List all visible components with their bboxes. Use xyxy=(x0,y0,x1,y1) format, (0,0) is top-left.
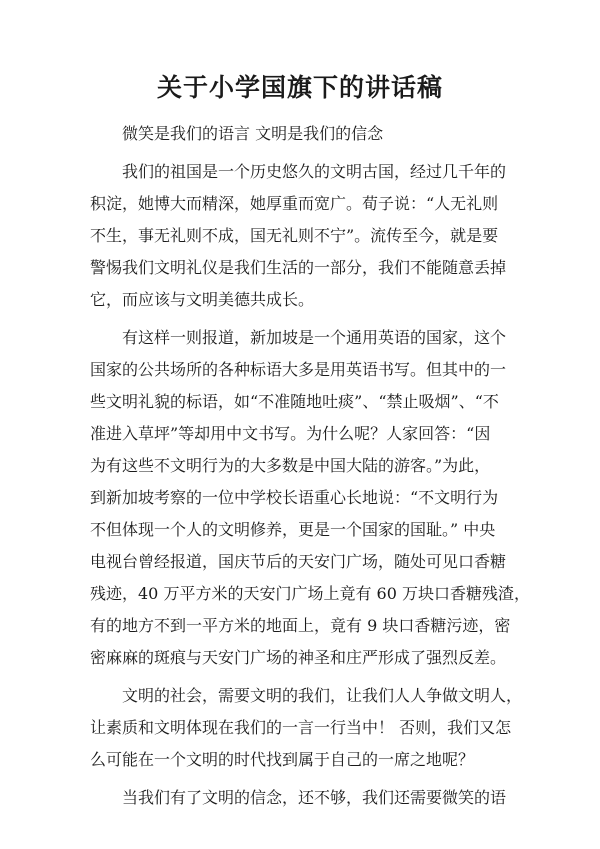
text-line: 让素质和文明体现在我们的一言一行当中！ 否则，我们又怎 xyxy=(90,718,512,737)
text-line: 有这样一则报道，新加坡是一个通用英语的国家，这个 xyxy=(122,328,507,347)
text-line: 它，而应该与文明美德共成长。 xyxy=(90,290,315,309)
text-line: 不但体现一个人的文明修养，更是一个国家的国耻。” 中央 xyxy=(90,520,496,539)
text-line: 残迹，40 万平方米的天安门广场上竟有 60 万块口香糖残渣， xyxy=(90,584,530,603)
document-body xyxy=(90,118,530,814)
text-line: 当我们有了文明的信念，还不够，我们还需要微笑的语 xyxy=(122,788,507,807)
text-line: 微笑是我们的语言 文明是我们的信念 xyxy=(122,124,384,143)
text-line: 不生，事无礼则不成，国无礼则不宁”。流传至今，就是要 xyxy=(90,226,499,245)
text-line: 积淀，她博大而精深，她厚重而宽广。荀子说：“人无礼则 xyxy=(90,194,499,213)
text-line: 为有这些不文明行为的大多数是中国大陆的游客。”为此， xyxy=(90,456,491,475)
text-line: 警惕我们文明礼仪是我们生活的一部分，我们不能随意丢掉 xyxy=(90,258,507,277)
text-line: 电视台曾经报道，国庆节后的天安门广场，随处可见口香糖 xyxy=(90,552,507,571)
document-title: 关于小学国旗下的讲话稿 xyxy=(156,73,443,102)
text-line: 到新加坡考察的一位中学校长语重心长地说：“不文明行为 xyxy=(90,488,499,507)
text-line: 文明的社会，需要文明的我们，让我们人人争做文明人， xyxy=(122,686,523,705)
text-line: 我们的祖国是一个历史悠久的文明古国，经过几千年的 xyxy=(122,162,507,181)
text-line: 有的地方不到一平方米的地面上，竟有 9 块口香糖污迹，密 xyxy=(90,616,511,635)
text-line: 国家的公共场所的各种标语大多是用英语书写。但其中的一 xyxy=(90,360,507,379)
text-line: 么可能在一个文明的时代找到属于自己的一席之地呢？ xyxy=(90,750,475,769)
text-line: 准进入草坪”等却用中文书写。为什么呢？人家回答：“因 xyxy=(90,424,491,443)
text-line: 密麻麻的斑痕与天安门广场的神圣和庄严形成了强烈反差。 xyxy=(90,648,507,667)
text-line: 些文明礼貌的标语，如“不准随地吐痰”、“禁止吸烟”、“不 xyxy=(90,392,499,411)
